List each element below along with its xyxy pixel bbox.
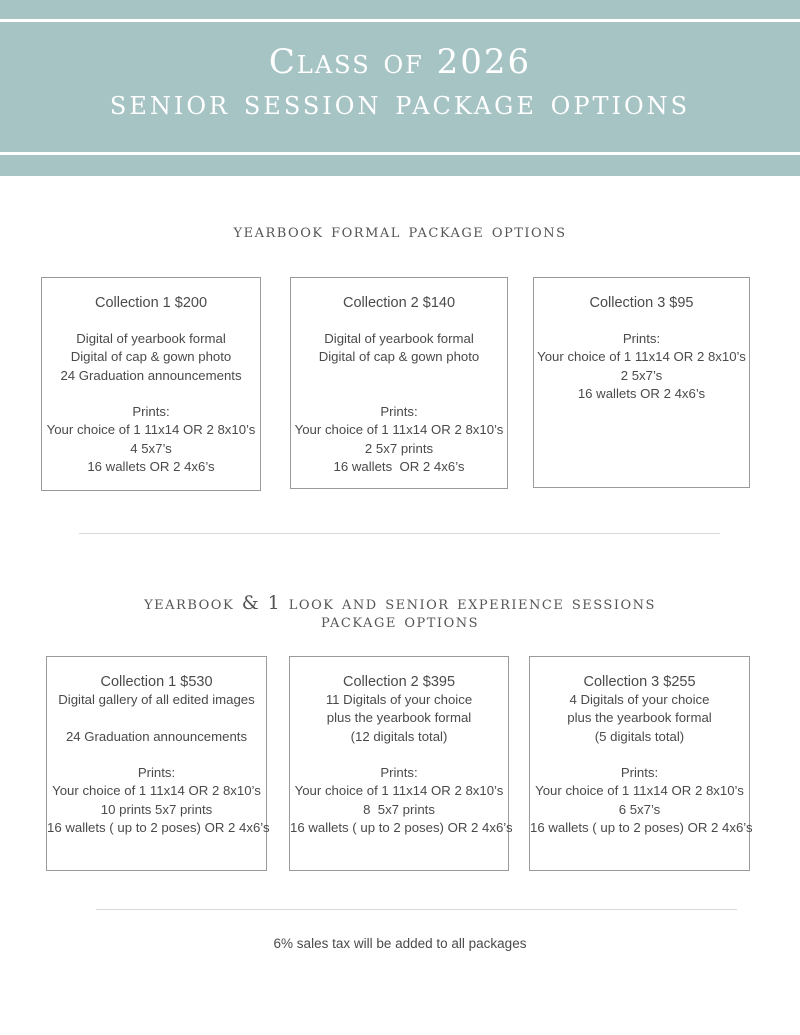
section2-collection-1-card	[46, 656, 270, 871]
section2-collection-2-card	[289, 656, 513, 871]
package-line: 10 prints 5x7 prints	[100, 801, 213, 817]
package-line: plus the yearbook formal	[567, 710, 712, 726]
line-spacer	[291, 385, 507, 403]
collection-heading: Collection 3 $255	[583, 674, 696, 690]
package-line: 4 5x7’s	[130, 440, 172, 456]
package-line: 24 Graduation announcements	[65, 728, 248, 744]
section1-collection-2-card	[290, 277, 508, 489]
package-line: 24 Graduation announcements	[60, 367, 242, 383]
section1-collection-3-card	[533, 277, 750, 488]
package-line: Prints:	[137, 765, 176, 781]
footer-divider	[96, 909, 737, 910]
banner-bottom-rule	[0, 152, 800, 155]
section2-title-line2: package options	[320, 610, 480, 632]
package-line: Digital of cap & gown photo	[70, 349, 232, 365]
package-line: Digital gallery of all edited images	[58, 692, 255, 707]
package-line: 16 wallets OR 2 4x6’s	[333, 459, 465, 475]
package-line: Your choice of 1 11x14 OR 2 8x10’s	[294, 783, 504, 799]
package-line: Your choice of 1 11x14 OR 2 8x10’s	[46, 422, 256, 438]
section-divider	[79, 533, 720, 534]
collection-heading: Collection 1 $530	[100, 674, 213, 690]
line-spacer	[530, 746, 749, 764]
package-line: Prints:	[380, 404, 418, 420]
collection-heading: Collection 2 $395	[342, 674, 456, 690]
line-spacer	[47, 746, 266, 764]
package-line: 16 wallets ( up to 2 poses) OR 2 4x6’s	[530, 820, 753, 836]
page-title-line1: Class of 2026	[268, 42, 532, 82]
package-line: 4 Digitals of your choice	[569, 692, 710, 707]
package-line: Digital of yearbook formal	[76, 331, 226, 346]
package-line: Prints:	[132, 404, 170, 420]
package-line: 16 wallets ( up to 2 poses) OR 2 4x6’s	[47, 820, 270, 836]
line-spacer	[47, 709, 266, 727]
section2-collection-3-card	[529, 656, 753, 871]
package-line: 16 wallets ( up to 2 poses) OR 2 4x6’s	[290, 820, 513, 836]
collection-heading: Collection 2 $140	[342, 295, 456, 311]
package-line: 16 wallets OR 2 4x6’s	[87, 459, 215, 475]
package-line: Prints:	[620, 765, 659, 781]
section2-title-line1: yearbook & 1 look and senior experience sessions	[144, 592, 656, 614]
collection-heading: Collection 1 $200	[94, 295, 208, 311]
package-line: Prints:	[380, 765, 418, 781]
package-line: Your choice of 1 11x14 OR 2 8x10’s	[52, 783, 261, 799]
line-spacer	[42, 385, 260, 403]
package-line: Digital of yearbook formal	[324, 331, 474, 346]
package-line: Prints:	[622, 331, 661, 346]
collection-heading: Collection 3 $95	[589, 295, 694, 311]
package-line: Your choice of 1 11x14 OR 2 8x10’s	[294, 422, 504, 438]
package-line: Your choice of 1 11x14 OR 2 8x10’s	[537, 349, 746, 365]
package-line: 2 5x7 prints	[364, 440, 434, 456]
package-line: 16 wallets OR 2 4x6’s	[577, 385, 706, 401]
package-line: 11 Digitals of your choice	[325, 692, 473, 707]
package-line: (12 digitals total)	[350, 728, 448, 744]
page-title-line2: senior session package options	[109, 83, 691, 123]
package-line: Your choice of 1 11x14 OR 2 8x10’s	[535, 783, 744, 799]
package-line: 2 5x7’s	[620, 367, 663, 383]
package-line: plus the yearbook formal	[326, 710, 472, 726]
section1-title: yearbook formal package options	[233, 220, 567, 242]
package-line: 8 5x7 prints	[363, 801, 435, 817]
package-line: (5 digitals total)	[594, 728, 685, 744]
package-line: 6 5x7’s	[618, 801, 661, 817]
section1-collection-1-card	[41, 277, 261, 491]
banner-top-rule	[0, 19, 800, 22]
sales-tax-note: 6% sales tax will be added to all packages	[273, 936, 527, 951]
line-spacer	[290, 746, 508, 764]
line-spacer	[291, 367, 507, 385]
package-line: Digital of cap & gown photo	[318, 349, 480, 365]
header-banner	[0, 0, 800, 176]
